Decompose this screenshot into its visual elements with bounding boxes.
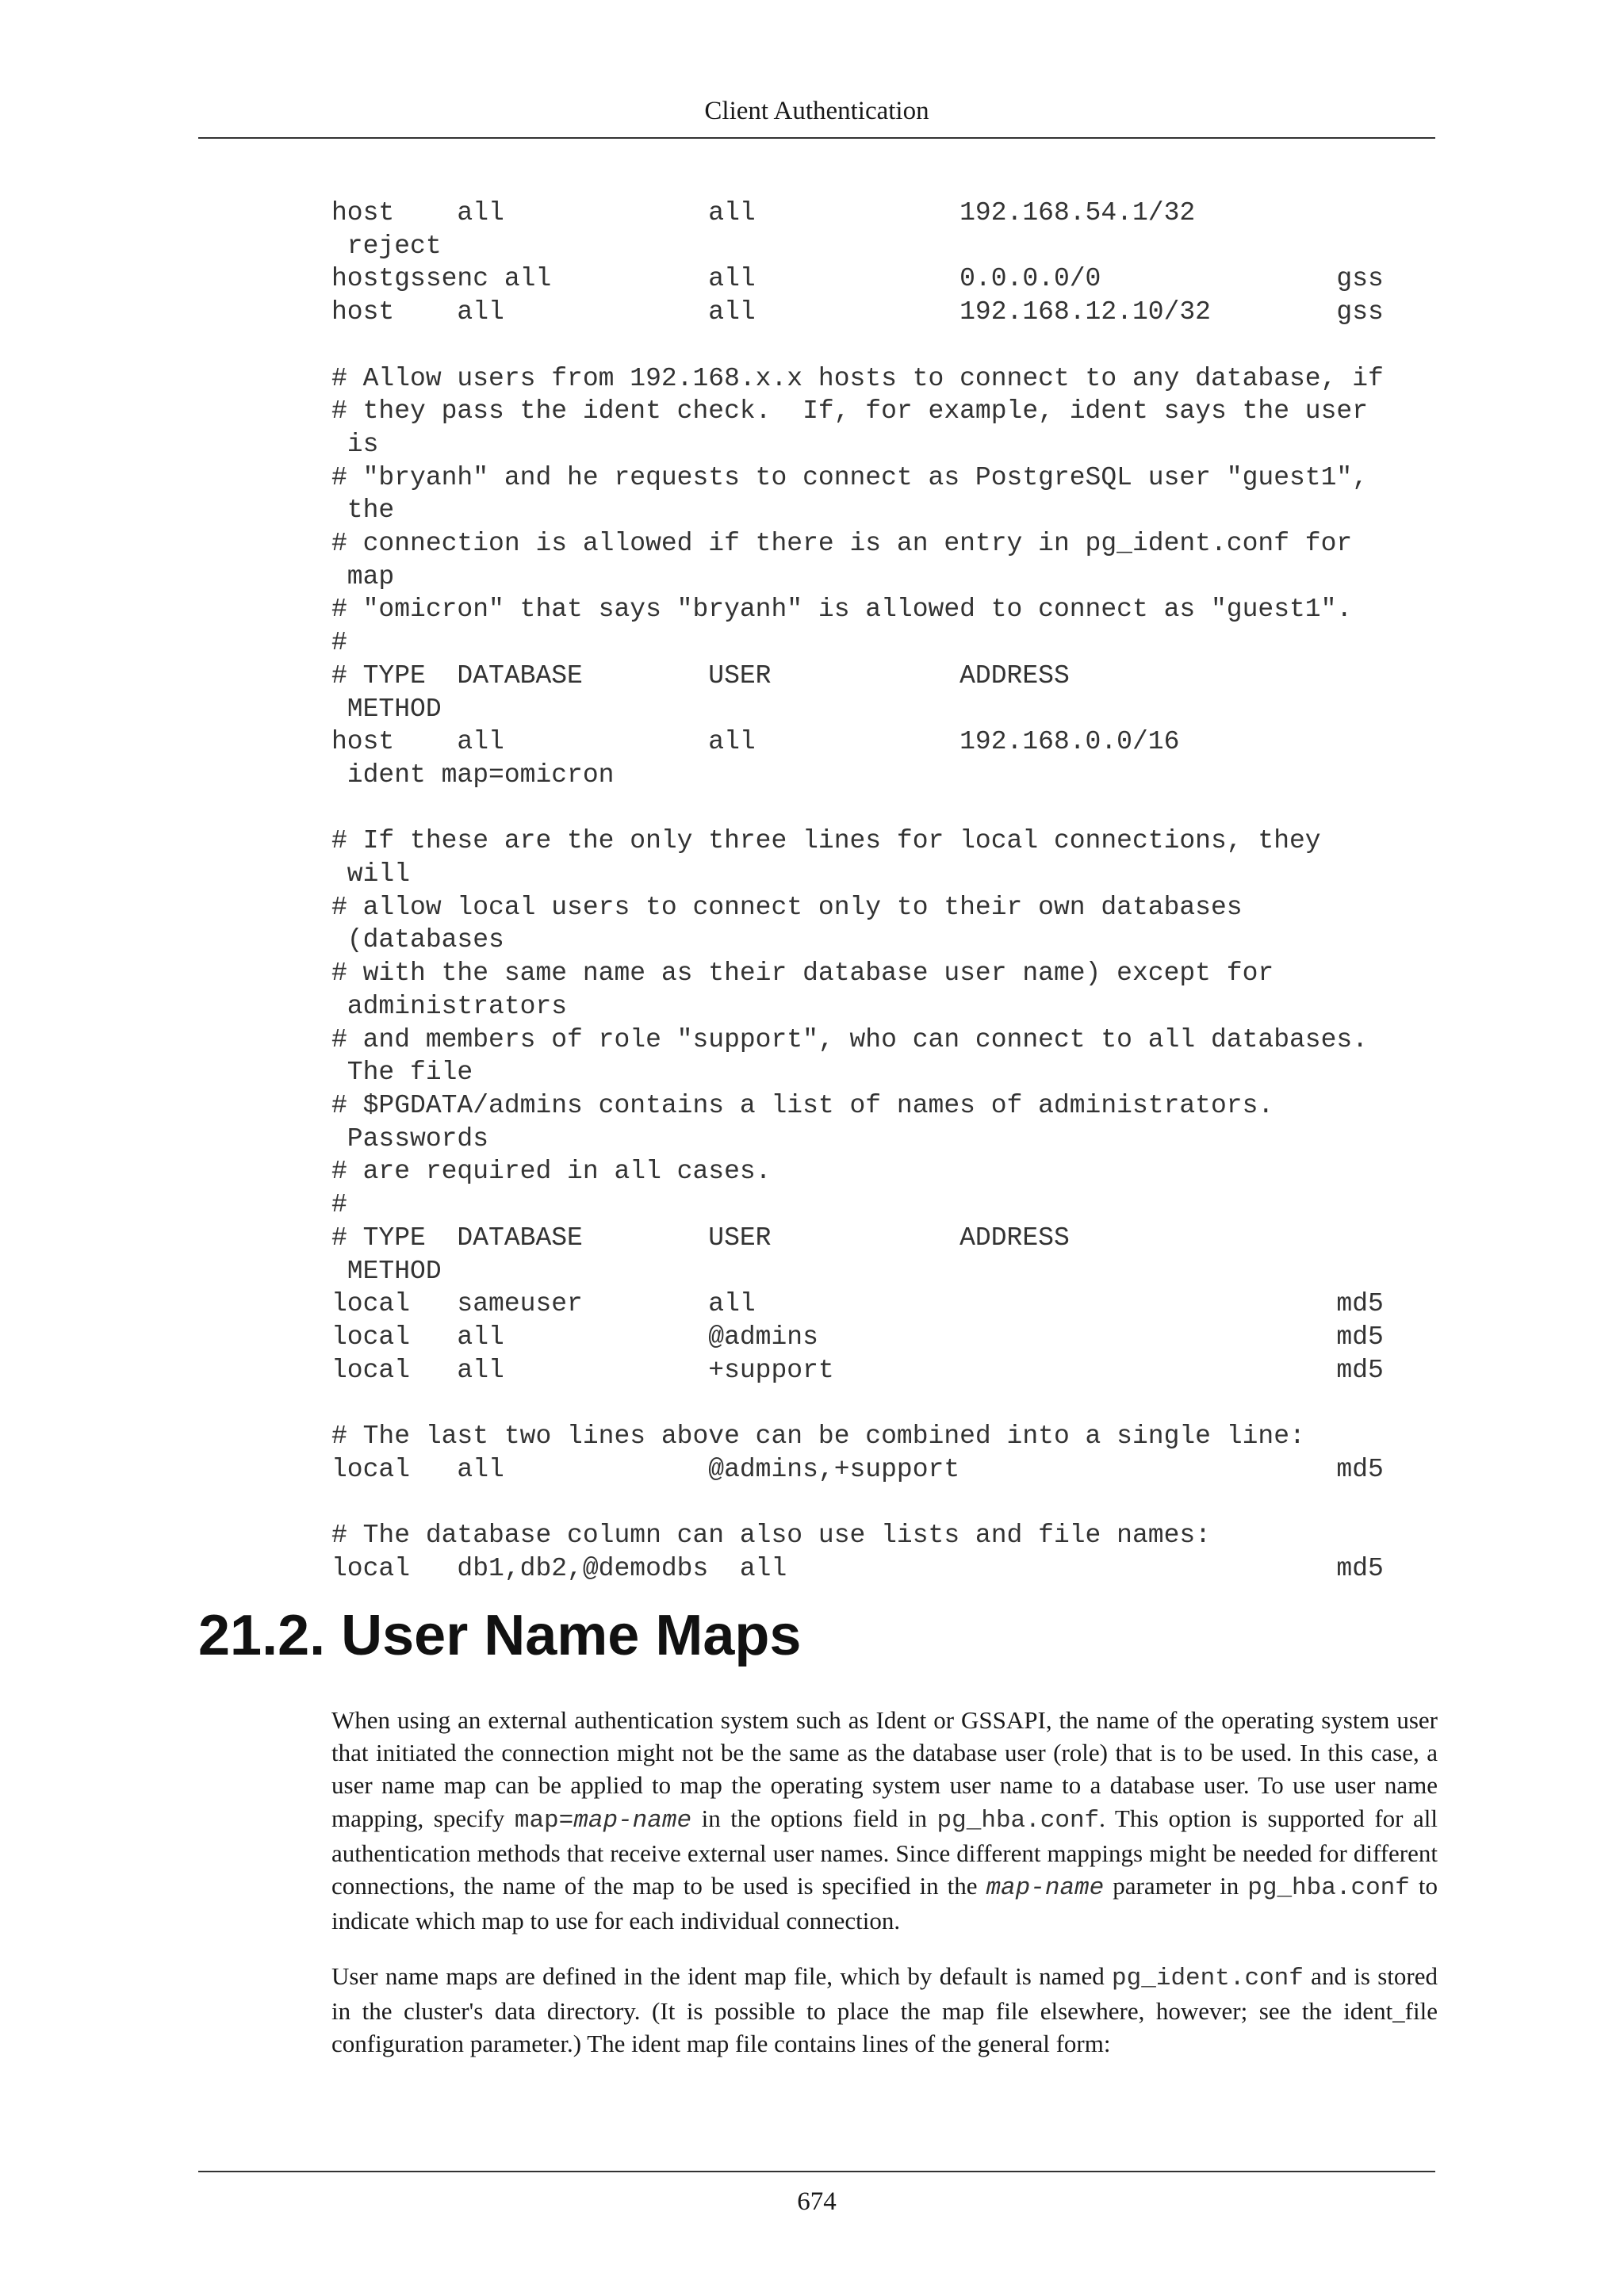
footer-rule — [198, 2171, 1435, 2172]
running-header: Client Authentication — [704, 97, 929, 125]
code-map-name: map-name — [573, 1806, 692, 1835]
user-name-maps-paragraph-1 — [331, 1704, 1438, 1937]
user-name-maps-paragraph-2 — [331, 1960, 1438, 2061]
text-run: When using an external authentication system such as Ident or GSSAPI, the name of the operating system user that initiated the connection might not be the same as the database user (role) that is to be used. In this case, a user name map can be applied to map the operating system user name to a database user. To use user name mapping, specify — [331, 1706, 1438, 1832]
section-title: 21.2. User Name Maps — [198, 1604, 802, 1667]
text-run: and is stored in the cluster's data directory. (It is possible to place the map file elsewhere, however; see the ident_file configuration parameter.) The ident map file contains lines of the general form: — [331, 1962, 1438, 2058]
code-map-name: map-name — [986, 1874, 1105, 1903]
text-run: . This option is supported for all authentication methods that receive external user names. Since different mappings might be needed for different connections, the name of the map to be used is specified in the — [331, 1804, 1438, 1900]
code-pg-hba-conf: pg_hba.conf — [936, 1806, 1100, 1835]
code-pg-hba-conf: pg_hba.conf — [1247, 1874, 1410, 1903]
text-run: parameter in — [1104, 1872, 1248, 1900]
pg-hba-example-code: host all all 192.168.54.1/32 reject hostgssenc all all 0.0.0.0/0 gss host all all 192.168.12.10/32 gss # Allow users from 192.168.x.x hosts to connect to any database, if # they pass the ident check. If, for example, ident says the user is # "bryanh" and he requests to connect as PostgreSQL user "guest1", the # connection is allowed if there is an entry in pg_ident.conf for map # "omicron" that says "bryanh" is allowed to connect as "guest1". # # TYPE DATABASE USER ADDRESS METHOD host all all 192.168.0.0/16 ident map=omicron # If these are the only three lines for local connections, they will # allow local users to connect only to their own databases (databases # with the same name as their database user name) except for administrators # and members of role "support", who can connect to all databases. The file # $PGDATA/admins contains a list of names of administrators. Passwords # are required in all cases. # # TYPE DATABASE USER ADDRESS METHOD local sameuser all md5 local all @admins md5 local all +support md5 # The last two lines above can be combined into a single line: local all @admins,+support md5 # The database column can also use lists and file names: local db1,db2,@demodbs all md5 — [331, 198, 1384, 1583]
code-pg-ident-conf: pg_ident.conf — [1112, 1965, 1304, 1992]
code-map-option: map= — [514, 1806, 574, 1835]
header-rule — [198, 137, 1435, 139]
text-run: User name maps are defined in the ident map file, which by default is named — [331, 1962, 1113, 1990]
text-run: in the options field in — [691, 1804, 937, 1832]
page-number: 674 — [797, 2187, 837, 2216]
text-run: to indicate which map to use for each individual connection. — [331, 1872, 1438, 1935]
